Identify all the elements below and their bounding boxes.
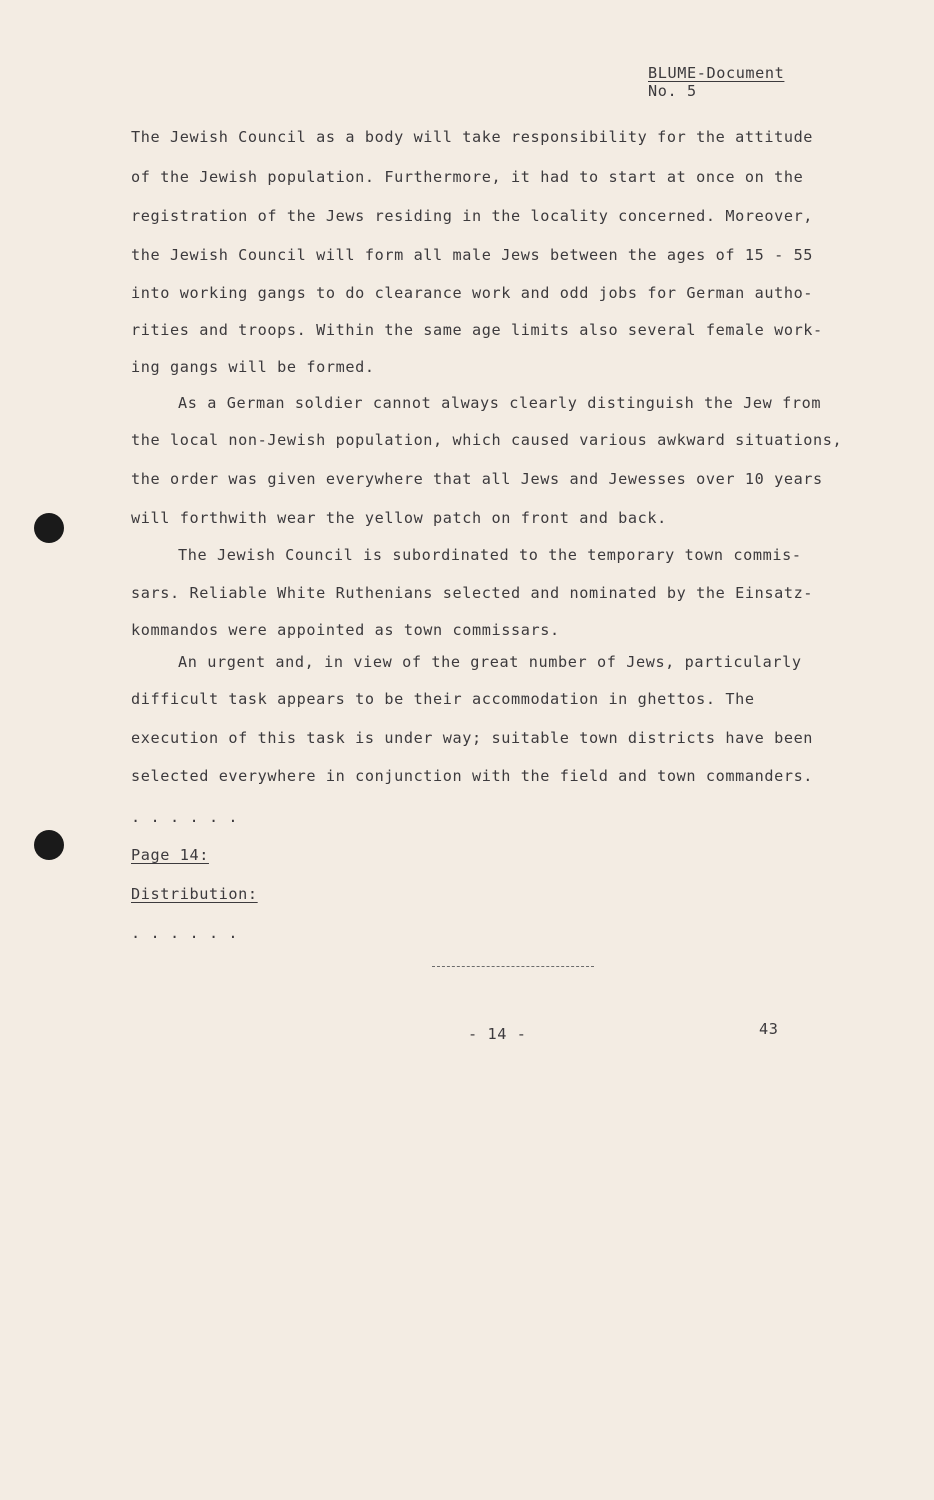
punch-hole [34,830,64,860]
body-line: the local non-Jewish population, which caused various awkward situations, [131,431,843,449]
body-line: will forthwith wear the yellow patch on front and back. [131,509,667,527]
body-line: the order was given everywhere that all Jews and Jewesses over 10 years [131,470,823,488]
ellipsis: . . . . . . [131,808,239,826]
body-line: rities and troops. Within the same age limits also several female work- [131,321,823,339]
page-reference: Page 14: [131,846,209,864]
body-line: the Jewish Council will form all male Jews between the ages of 15 - 55 [131,246,814,264]
page-number: 43 [759,1020,779,1038]
body-line: An urgent and, in view of the great number of Jews, particularly [178,653,802,671]
body-line: ing gangs will be formed. [131,358,375,376]
body-line: As a German soldier cannot always clearly distinguish the Jew from [178,394,822,412]
document-number: No. 5 [648,82,697,100]
body-line: sars. Reliable White Ruthenians selected and nominated by the Einsatz- [131,584,814,602]
body-line: into working gangs to do clearance work and odd jobs for German autho- [131,284,814,302]
body-line: The Jewish Council as a body will take responsibility for the attitude [131,128,814,146]
body-line: The Jewish Council is subordinated to the temporary town commis- [178,546,802,564]
body-line: execution of this task is under way; suitable town districts have been [131,729,814,747]
body-line: kommandos were appointed as town commissars. [131,621,560,639]
document-reference: BLUME-Document [648,64,785,82]
punch-hole [34,513,64,543]
ellipsis: . . . . . . [131,924,239,942]
page-marker: - 14 - [468,1025,527,1043]
body-line: of the Jewish population. Furthermore, it had to start at once on the [131,168,804,186]
distribution-heading: Distribution: [131,885,258,903]
body-line: difficult task appears to be their accommodation in ghettos. The [131,690,755,708]
body-line: registration of the Jews residing in the locality concerned. Moreover, [131,207,814,225]
body-line: selected everywhere in conjunction with the field and town commanders. [131,767,814,785]
divider-line [432,966,594,967]
